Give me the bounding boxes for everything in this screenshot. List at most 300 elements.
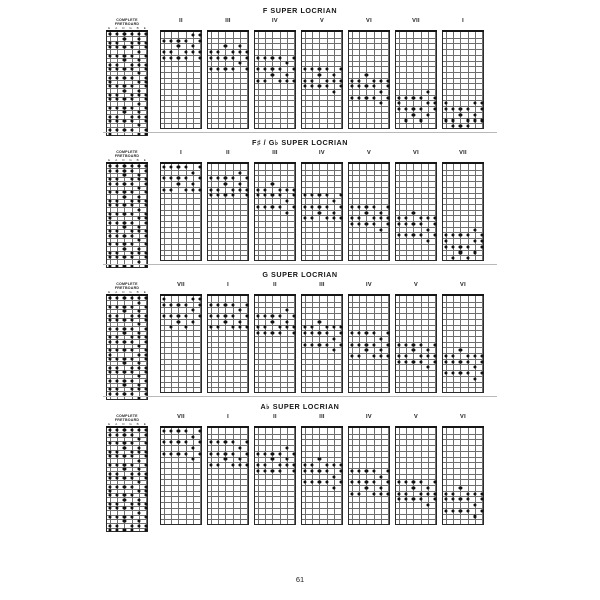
note-dot [365,332,368,335]
note-dot [257,469,260,472]
note-dot [405,498,408,501]
note-dot [433,354,436,357]
note-dot [278,56,281,59]
note-dot [217,188,220,191]
note-dot [116,234,119,237]
fret-grid [254,32,296,129]
fret-line [107,348,147,349]
note-dot [198,297,201,300]
fret-line [349,204,389,205]
note-dot [351,469,354,472]
fret-line [443,336,483,337]
fret-line [396,198,436,199]
note-dot [372,96,375,99]
note-dot [116,93,119,96]
string-line [359,428,360,524]
note-dot [398,481,401,484]
fret-line [208,181,248,182]
fret-line [161,474,201,475]
note-dot [144,115,147,118]
fret-line [396,38,436,39]
note-dot [419,360,422,363]
note-dot [459,360,462,363]
note-dot [325,469,328,472]
note-dot [144,217,147,220]
note-dot [116,165,119,168]
fret-grid [348,32,390,129]
fret-line [107,75,147,76]
note-dot [144,251,147,254]
fret-line [349,496,389,497]
fret-line [208,353,248,354]
note-dot [245,303,248,306]
note-dot [245,464,248,467]
note-dot [116,191,119,194]
string-line [352,164,353,260]
fret-line [107,454,147,455]
note-dot [130,366,133,369]
note-dot [109,54,112,57]
note-dot [405,354,408,357]
note-dot [433,96,436,99]
complete-fretboard-caption [106,17,148,26]
fret-line [255,198,295,199]
note-dot [123,340,126,343]
note-dot [109,33,112,36]
page-number: 61 [295,575,305,584]
note-dot [130,528,133,531]
fret-line [255,49,295,50]
note-dot [386,481,389,484]
note-dot [311,481,314,484]
string-line [272,32,273,128]
note-dot [137,468,140,471]
note-dot [466,257,469,260]
note-dot [130,476,133,479]
note-dot [419,492,422,495]
note-dot [325,481,328,484]
fret-line [208,232,248,233]
fret-line [349,175,389,176]
fretboard-diagram [348,426,390,525]
note-dot [191,182,194,185]
note-dot [379,475,382,478]
note-dot [412,349,415,352]
note-dot [365,469,368,472]
note-dot [184,452,187,455]
note-dot [445,492,448,495]
fret-line [208,519,248,520]
fret-line [161,123,201,124]
fret-line [302,479,342,480]
note-dot [130,169,133,172]
note-dot [109,85,112,88]
note-dot [433,107,436,110]
fret-line [208,491,248,492]
fret-line [107,177,147,178]
note-dot [231,464,234,467]
fret-grid [160,164,202,261]
note-dot [109,234,112,237]
fret-line [255,66,295,67]
note-dot [292,464,295,467]
position-numeral: I [180,150,182,156]
note-dot [231,326,234,329]
note-dot [452,119,455,122]
fret-line [255,61,295,62]
note-dot [163,441,166,444]
note-dot [130,33,133,36]
fret-line [107,238,147,239]
note-dot [379,211,382,214]
note-dot [351,205,354,208]
fret-line [107,246,147,247]
note-dot [144,524,147,527]
note-dot [130,93,133,96]
fret-line [208,187,248,188]
note-dot [405,492,408,495]
note-dot [245,441,248,444]
note-dot [130,433,133,436]
fret-line [161,336,201,337]
note-dot [231,56,234,59]
note-dot [116,33,119,36]
note-dot [137,388,140,391]
note-dot [325,332,328,335]
note-dot [144,318,147,321]
fret-line [161,514,201,515]
note-dot [271,332,274,335]
note-dot [278,188,281,191]
fret-grid [106,164,148,268]
note-dot [137,247,140,250]
note-dot [123,476,126,479]
fret-line [443,370,483,371]
fret-line [107,216,147,217]
fret-line [443,215,483,216]
fret-line [443,49,483,50]
note-dot [264,79,267,82]
note-dot [177,441,180,444]
fret-line [443,382,483,383]
note-dot [318,205,321,208]
string-line [294,296,295,392]
fret-line [208,66,248,67]
position-diagram [254,413,296,525]
note-dot [264,194,267,197]
fret-line [396,106,436,107]
fret-line [396,175,436,176]
note-dot [217,50,220,53]
fret-line [443,72,483,73]
fret-line [396,112,436,113]
note-dot [372,205,375,208]
fret-line [208,342,248,343]
fret-line [443,193,483,194]
position-diagram [442,17,484,129]
fret-line [107,326,147,327]
fret-line [208,359,248,360]
note-dot [123,243,126,246]
note-dot [358,79,361,82]
note-dot [278,79,281,82]
fretboard-diagram [395,162,437,261]
note-dot [264,469,267,472]
note-dot [426,239,429,242]
fret-line [255,382,295,383]
fret-line [208,468,248,469]
note-dot [137,297,140,300]
string-line [240,164,241,260]
string-line [218,296,219,392]
position-diagram [207,17,249,129]
position-diagram [442,281,484,393]
fret-line [107,484,147,485]
note-dot [285,326,288,329]
fret-line [208,462,248,463]
fret-line [255,387,295,388]
fret-line [443,181,483,182]
string-line [453,32,454,128]
note-dot [480,360,483,363]
note-dot [123,37,126,40]
note-dot [433,217,436,220]
note-dot [137,366,140,369]
fret-line [107,300,147,301]
note-dot [137,251,140,254]
fret-line [302,382,342,383]
note-dot [332,90,335,93]
note-dot [123,515,126,518]
fret-line [208,502,248,503]
note-dot [163,39,166,42]
note-dot [257,205,260,208]
fret-line [208,61,248,62]
fret-line [107,476,147,477]
fret-line [161,244,201,245]
fret-line [107,242,147,243]
note-dot [184,314,187,317]
note-dot [292,79,295,82]
fret-line [107,229,147,230]
fret-line [107,36,147,37]
fret-line [396,170,436,171]
fret-line [349,336,389,337]
note-dot [144,169,147,172]
note-dot [372,332,375,335]
position-numeral: VI [460,414,466,420]
note-dot [480,509,483,512]
string-line [193,164,194,260]
fret-line [107,181,147,182]
note-dot [210,177,213,180]
fret-line [107,480,147,481]
fret-line [443,221,483,222]
note-dot [351,217,354,220]
fret-line [208,313,248,314]
string-line [258,164,259,260]
note-dot [109,485,112,488]
note-dot [480,492,483,495]
note-dot [198,452,201,455]
fret-line [302,170,342,171]
string-line [406,428,407,524]
note-dot [163,56,166,59]
fret-line [349,302,389,303]
fret-grid [301,32,343,129]
note-dot [210,441,213,444]
fret-line [396,439,436,440]
fret-line [255,359,295,360]
note-dot [144,366,147,369]
string-line [359,164,360,260]
fret-line [161,376,201,377]
note-dot [109,221,112,224]
note-dot [419,481,422,484]
note-dot [137,115,140,118]
note-dot [116,178,119,181]
note-dot [318,481,321,484]
note-dot [398,102,401,105]
string-line [435,32,436,128]
fret-line [443,451,483,452]
note-dot [116,327,119,330]
fret-line [396,457,436,458]
string-line [381,296,382,392]
fret-line [349,181,389,182]
fret-line [255,255,295,256]
note-dot [238,326,241,329]
fret-line [107,71,147,72]
position-numeral: III [319,414,325,420]
note-dot [177,182,180,185]
fret-line [396,95,436,96]
note-dot [278,452,281,455]
note-dot [137,72,140,75]
note-dot [130,243,133,246]
fret-line [255,244,295,245]
fret-line [396,215,436,216]
note-dot [386,354,389,357]
note-dot [339,464,342,467]
note-dot [318,194,321,197]
fretboard-diagram [442,162,484,261]
note-dot [130,234,133,237]
fret-line [349,83,389,84]
note-dot [271,68,274,71]
fret-line [107,515,147,516]
fret-line [349,232,389,233]
note-dot [452,257,455,260]
fret-line [302,434,342,435]
note-dot [137,481,140,484]
fret-line [302,491,342,492]
string-line [272,428,273,524]
fret-line [396,210,436,211]
scale-section [0,396,600,528]
note-dot [224,68,227,71]
note-dot [137,336,140,339]
fret-line [349,364,389,365]
note-dot [452,234,455,237]
note-dot [184,441,187,444]
note-dot [163,297,166,300]
note-dot [144,98,147,101]
note-dot [123,349,126,352]
note-dot [170,429,173,432]
fret-line [255,519,295,520]
note-dot [231,303,234,306]
note-dot [445,234,448,237]
fret-line [302,468,342,469]
note-dot [144,106,147,109]
open-string-note: A [115,158,118,162]
fret-line [443,78,483,79]
fret-line [396,221,436,222]
note-dot [109,450,112,453]
note-dot [137,459,140,462]
position-diagram [301,17,343,129]
fret-line [208,227,248,228]
fret-line [161,353,201,354]
note-dot [231,50,234,53]
position-diagram [207,281,249,393]
note-dot [144,502,147,505]
position-diagram [395,281,437,393]
complete-fretboard-diagram [106,426,148,532]
note-dot [405,217,408,220]
fret-line [302,255,342,256]
note-dot [109,429,112,432]
fret-line [443,491,483,492]
string-line [287,428,288,524]
note-dot [137,429,140,432]
note-dot [130,370,133,373]
note-dot [116,379,119,382]
note-dot [109,182,112,185]
note-dot [419,343,422,346]
note-dot [116,76,119,79]
fret-line [302,198,342,199]
position-diagram [160,17,202,129]
fret-line [107,41,147,42]
fret-line [349,227,389,228]
fret-line [396,238,436,239]
fret-line [255,342,295,343]
string-line [186,296,187,392]
note-dot [109,119,112,122]
note-dot [123,507,126,510]
note-dot [144,353,147,356]
fret-line [443,244,483,245]
string-line [374,428,375,524]
fret-line [302,485,342,486]
note-dot [163,165,166,168]
note-dot [379,79,382,82]
section-divider [103,396,497,397]
note-dot [116,370,119,373]
note-dot [257,188,260,191]
string-line [211,296,212,392]
fret-line [349,457,389,458]
string-line [247,32,248,128]
caption-line-1: COMPLETE [116,17,138,22]
note-dot [137,524,140,527]
fret-line [161,112,201,113]
note-dot [386,469,389,472]
fret-line [396,89,436,90]
fret-line [208,193,248,194]
